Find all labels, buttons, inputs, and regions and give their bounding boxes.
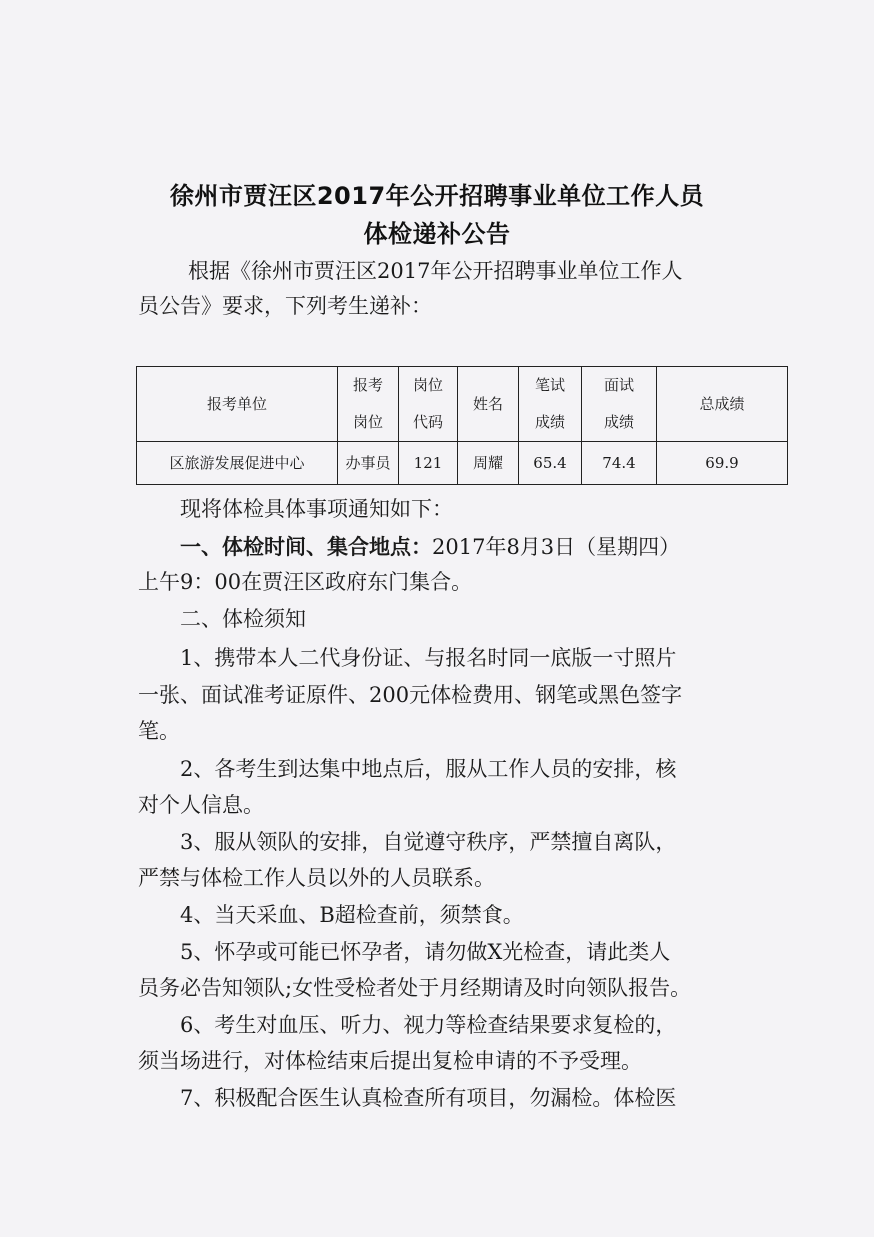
header-total: 总成绩 xyxy=(657,367,788,442)
cell-name: 周耀 xyxy=(458,442,519,485)
item6-line2: 须当场进行，对体检结束后提出复检申请的不予受理。 xyxy=(138,1049,642,1073)
cell-code: 121 xyxy=(399,442,458,485)
header-interview: 面试 成绩 xyxy=(582,367,657,442)
header-code: 岗位 代码 xyxy=(399,367,458,442)
section1-line1 xyxy=(180,532,800,562)
item1-line2: 一张、面试准考证原件、200元体检费用、钢笔或黑色签字 xyxy=(138,683,683,707)
item3-line1: 3、服从领队的安排，自觉遵守秩序，严禁擅自离队， xyxy=(180,830,677,854)
item2-line2: 对个人信息。 xyxy=(138,793,264,817)
section1-line2: 上午9：00在贾汪区政府东门集合。 xyxy=(138,570,473,594)
notice-line: 现将体检具体事项通知如下： xyxy=(180,497,453,521)
table-header-row xyxy=(137,367,788,442)
item5-line1: 5、怀孕或可能已怀孕者，请勿做X光检查，请此类人 xyxy=(180,940,671,964)
item2-line1: 2、各考生到达集中地点后，服从工作人员的安排，核 xyxy=(180,757,677,781)
candidate-table xyxy=(136,366,788,485)
item1-line1: 1、携带本人二代身份证、与报名时同一底版一寸照片 xyxy=(180,646,677,670)
item6-line1: 6、考生对血压、听力、视力等检查结果要求复检的， xyxy=(180,1013,677,1037)
item3-line2: 严禁与体检工作人员以外的人员联系。 xyxy=(138,866,495,890)
document-title-line2: 体检递补公告 xyxy=(363,220,511,248)
header-unit: 报考单位 xyxy=(137,367,338,442)
header-post: 报考 岗位 xyxy=(338,367,399,442)
item4-line1: 4、当天采血、B超检查前，须禁食。 xyxy=(180,903,524,927)
section1-heading: 一、体检时间、集合地点： xyxy=(180,535,432,559)
header-written: 笔试 成绩 xyxy=(519,367,582,442)
item7-line1: 7、积极配合医生认真检查所有项目，勿漏检。体检医 xyxy=(180,1086,677,1110)
item5-line2: 员务必告知领队;女性受检者处于月经期请及时向领队报告。 xyxy=(138,976,692,1000)
table-row xyxy=(137,442,788,485)
cell-unit: 区旅游发展促进中心 xyxy=(137,442,338,485)
cell-post: 办事员 xyxy=(338,442,399,485)
document-title-line1: 徐州市贾汪区2017年公开招聘事业单位工作人员 xyxy=(169,182,705,210)
section1-date: 2017年8月3日（星期四） xyxy=(432,535,681,559)
intro-line2: 员公告》要求，下列考生递补： xyxy=(138,294,432,318)
cell-interview: 74.4 xyxy=(582,442,657,485)
item1-line3: 笔。 xyxy=(138,719,180,743)
cell-total: 69.9 xyxy=(657,442,788,485)
intro-line1: 根据《徐州市贾汪区2017年公开招聘事业单位工作人 xyxy=(188,259,683,283)
header-name: 姓名 xyxy=(458,367,519,442)
cell-written: 65.4 xyxy=(519,442,582,485)
section2-heading: 二、体检须知 xyxy=(180,607,306,631)
